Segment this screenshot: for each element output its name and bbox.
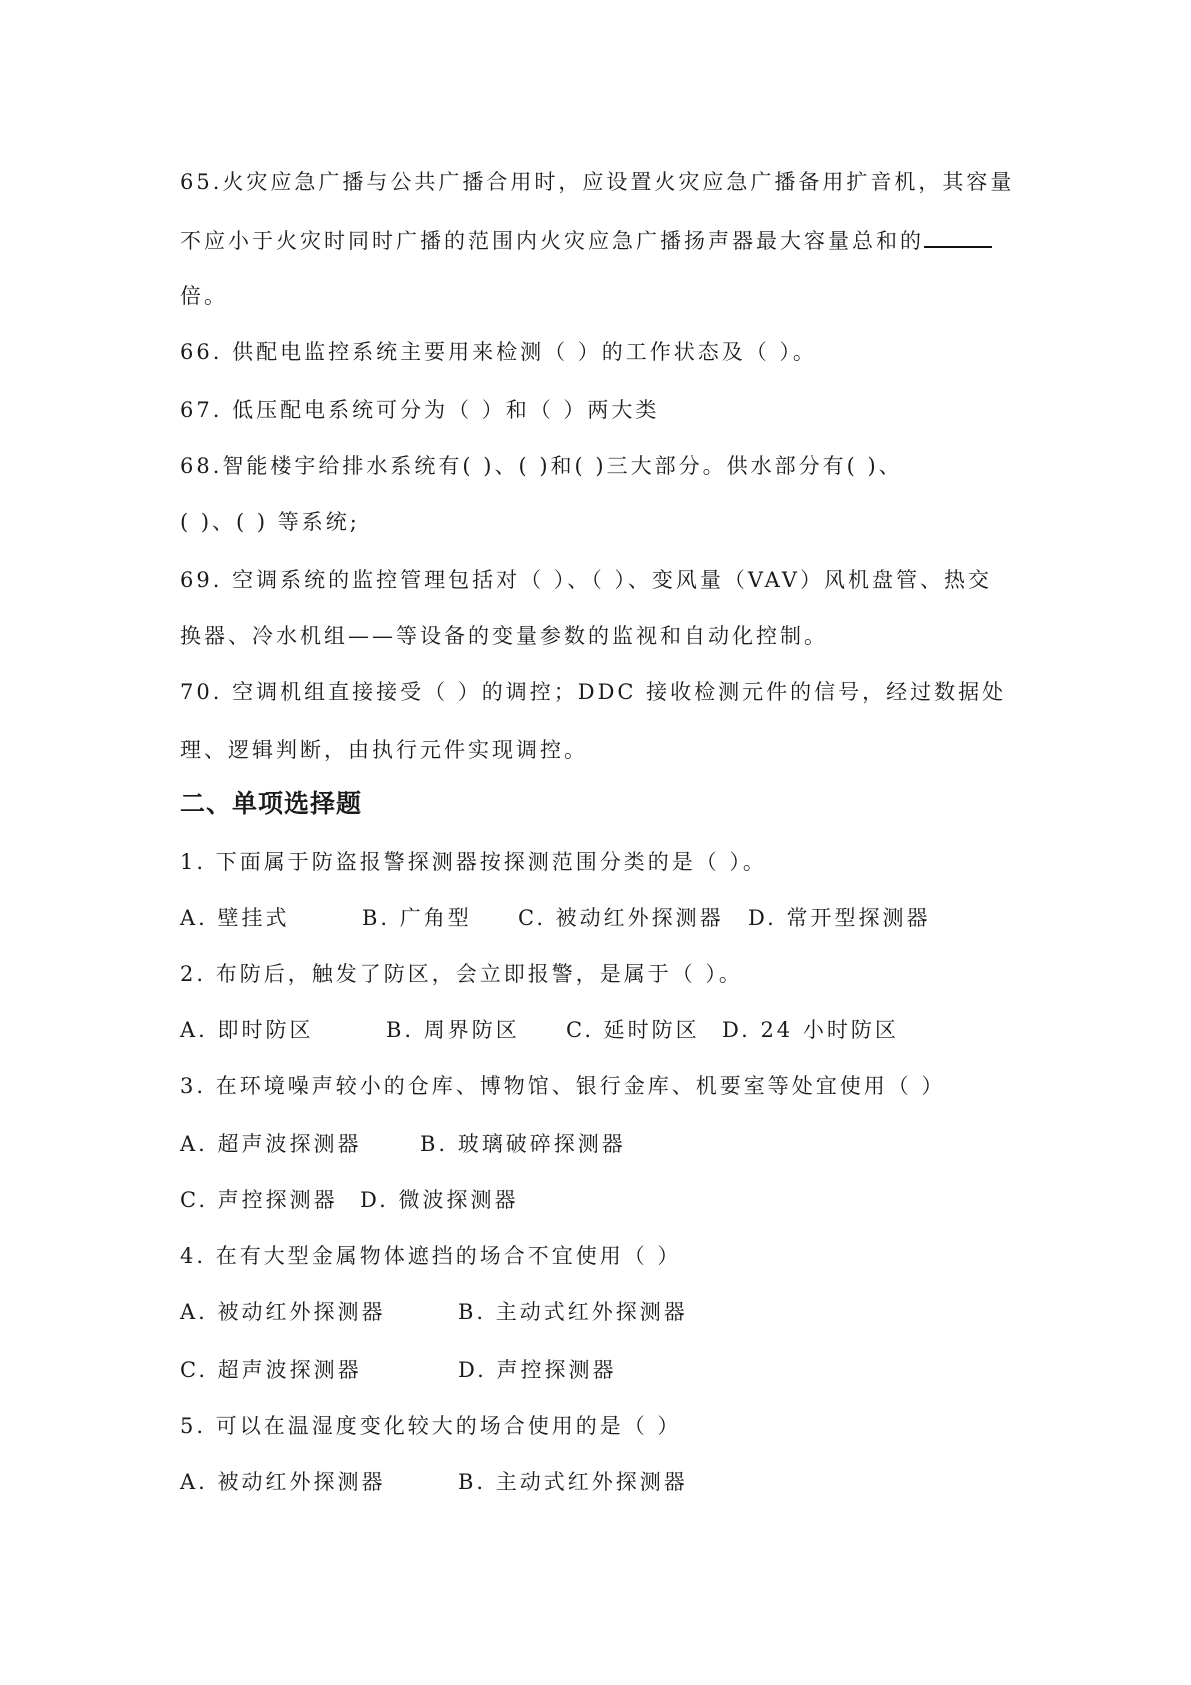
mcq-3-stem: 3. 在环境噪声较小的仓库、博物馆、银行金库、机要室等处宜使用（ ） [180, 1074, 946, 1098]
answer-blank [924, 226, 992, 248]
mcq-3-option-b: B. 玻璃破碎探测器 [420, 1132, 626, 1156]
mcq-3-option-c: C. 声控探测器 [180, 1188, 338, 1212]
mcq-5-stem: 5. 可以在温湿度变化较大的场合使用的是（ ） [180, 1414, 682, 1438]
question-68-line-1: 68.智能楼宇给排水系统有( )、( )和( )三大部分。供水部分有( )、 [180, 454, 903, 478]
mcq-2-stem: 2. 布防后，触发了防区，会立即报警，是属于（ ）。 [180, 962, 743, 986]
section-heading: 二、单项选择题 [180, 789, 363, 818]
question-68-line-2: ( )、( ) 等系统; [180, 510, 360, 534]
question-69-line-2: 换器、冷水机组——等设备的变量参数的监视和自动化控制。 [180, 624, 828, 648]
question-65-line-2 [180, 226, 992, 255]
mcq-1-stem: 1. 下面属于防盗报警探测器按探测范围分类的是（ ）。 [180, 850, 767, 874]
mcq-4-option-b: B. 主动式红外探测器 [458, 1300, 688, 1324]
mcq-1-option-c: C. 被动红外探测器 [518, 906, 724, 930]
mcq-3-option-d: D. 微波探测器 [360, 1188, 519, 1212]
question-70-line-1: 70. 空调机组直接接受（ ）的调控；DDC 接收检测元件的信号，经过数据处 [180, 680, 1007, 704]
question-65-line-3: 倍。 [180, 284, 228, 308]
question-65-line-1: 65.火灾应急广播与公共广播合用时，应设置火灾应急广播备用扩音机，其容量 [180, 170, 1015, 194]
mcq-5-option-b: B. 主动式红外探测器 [458, 1470, 688, 1494]
mcq-4-option-d: D. 声控探测器 [458, 1358, 617, 1382]
mcq-3-option-a: A. 超声波探测器 [180, 1132, 362, 1156]
question-70-line-2: 理、逻辑判断，由执行元件实现调控。 [180, 738, 588, 762]
mcq-1-option-b: B. 广角型 [362, 906, 472, 930]
mcq-1-option-d: D. 常开型探测器 [748, 906, 931, 930]
mcq-4-option-a: A. 被动红外探测器 [180, 1300, 386, 1324]
mcq-2-option-d: D. 24 小时防区 [722, 1018, 899, 1042]
mcq-4-option-c: C. 超声波探测器 [180, 1358, 362, 1382]
mcq-5-option-a: A. 被动红外探测器 [180, 1470, 386, 1494]
question-65-text: 不应小于火灾时同时广播的范围内火灾应急广播扬声器最大容量总和的 [180, 229, 924, 253]
question-66: 66. 供配电监控系统主要用来检测（ ）的工作状态及（ ）。 [180, 340, 817, 364]
mcq-2-option-c: C. 延时防区 [566, 1018, 700, 1042]
mcq-4-stem: 4. 在有大型金属物体遮挡的场合不宜使用（ ） [180, 1244, 682, 1268]
mcq-2-option-a: A. 即时防区 [180, 1018, 314, 1042]
question-69-line-1: 69. 空调系统的监控管理包括对（ ）、（ ）、变风量（VAV）风机盘管、热交 [180, 568, 992, 592]
mcq-2-option-b: B. 周界防区 [386, 1018, 520, 1042]
mcq-1-option-a: A. 壁挂式 [180, 906, 290, 930]
question-67: 67. 低压配电系统可分为（ ）和（ ）两大类 [180, 398, 660, 422]
